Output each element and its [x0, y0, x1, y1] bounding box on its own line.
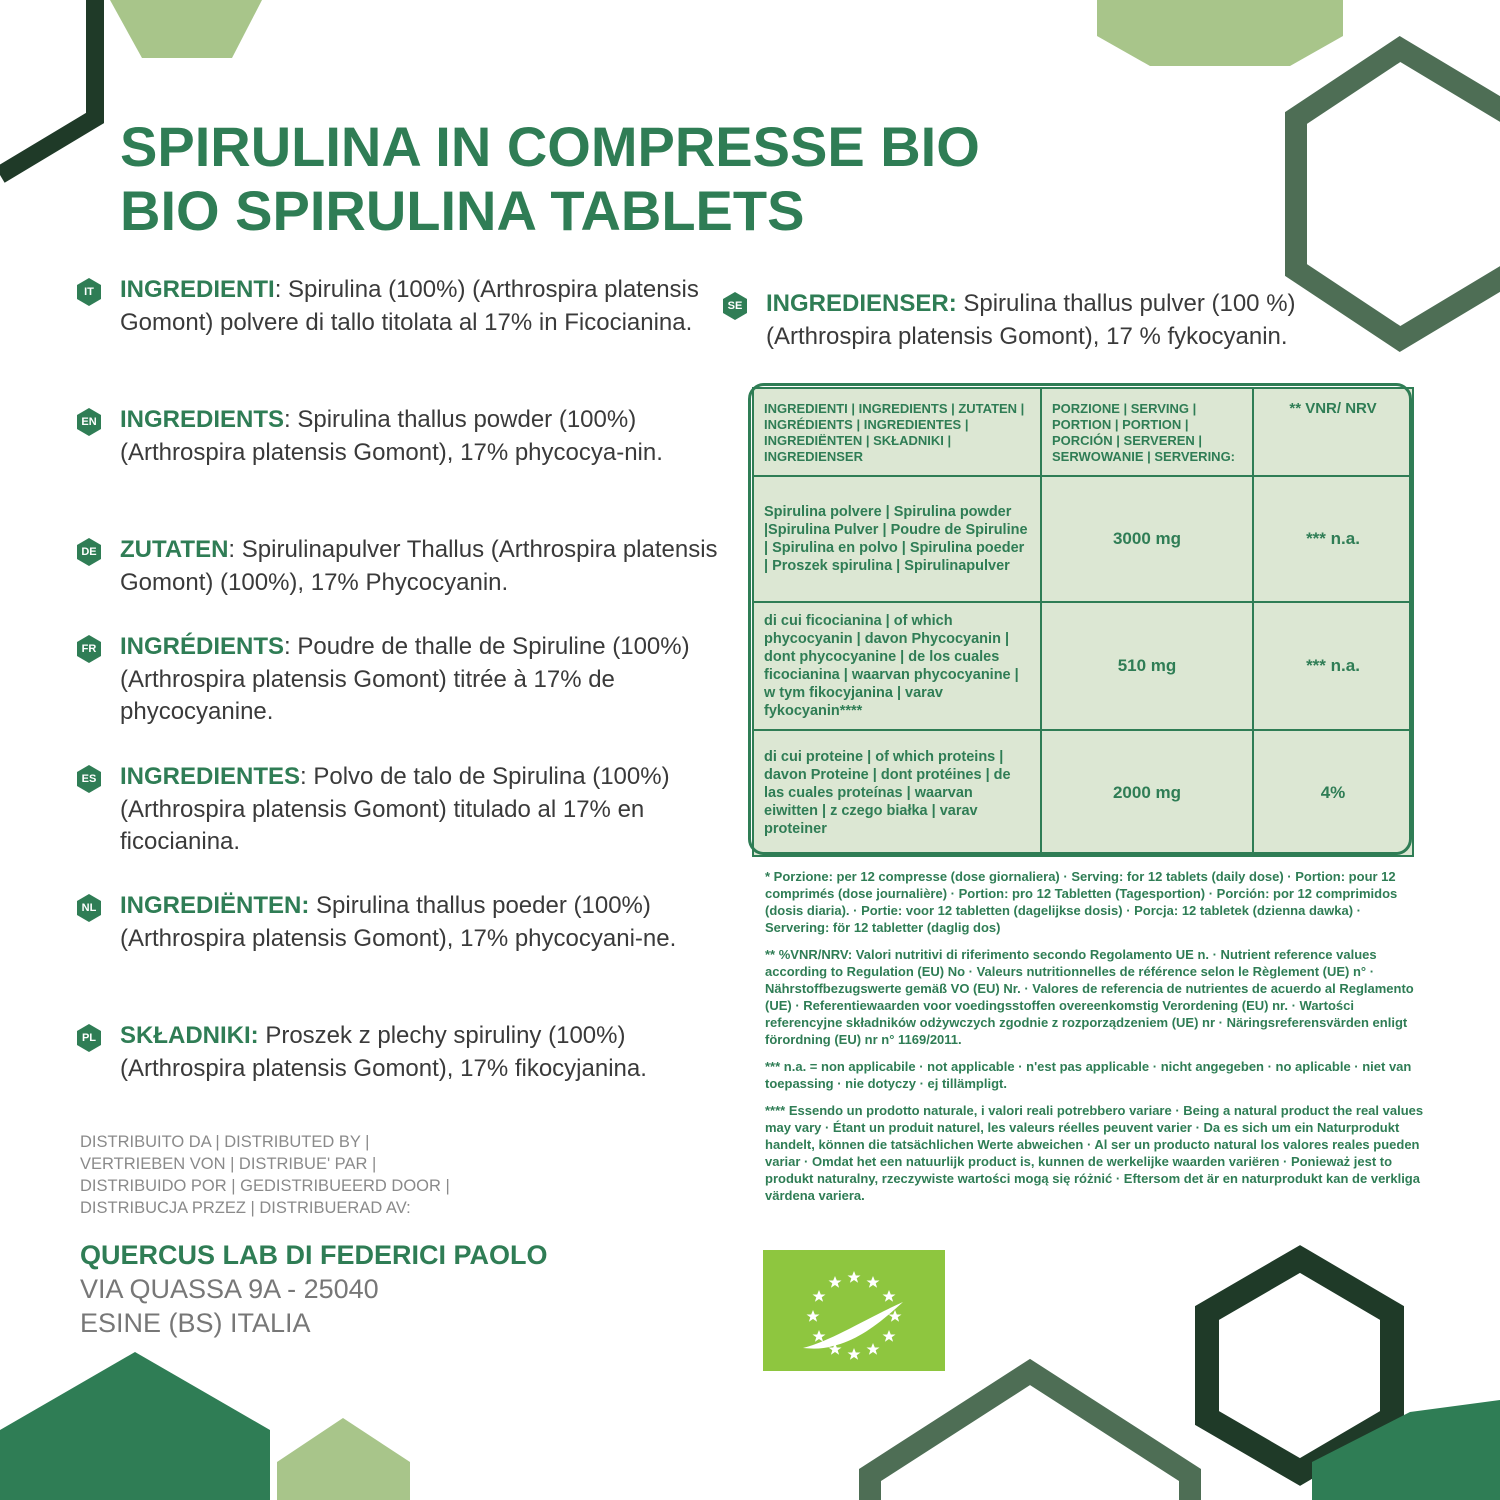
- table-row: [753, 476, 1413, 602]
- hexagon-bottom-right-green: [1312, 1400, 1500, 1500]
- footnotes: [765, 868, 1425, 1214]
- ingredients-label: ZUTATEN: [120, 536, 229, 563]
- table-header-nrv: ** VNR/ NRV: [1253, 388, 1413, 476]
- ingredients-text: Proszek z plechy spiruliny (100%) (Arthrospira platensis Gomont), 17% fikocyjanina.: [120, 1022, 647, 1082]
- table-cell-name: di cui ficocianina | of which phycocyanin | davon Phycocyanin | dont phycocyanine | de los cuales ficocianina | waarvan phycocyanine | w tym fikocyjanina | varav fykocyanin****: [753, 602, 1041, 730]
- ingredients-it: [120, 274, 720, 339]
- footnote-natural: **** Essendo un prodotto naturale, i valori reali potrebbero variare · Being a natural product the real values may vary · Étant un produit naturel, les valeurs réelles peuvent varier · Da es sich um ein Naturprodukt handelt, können die tatsächlichen Werte abweichen · Al ser un producto natural los valores reales pueden variar · Omdat het een natuurlijk product is, kunnen de werkelijke waarden variëren · Ponieważ jest to produkt naturalny, rzeczywiste wartości mogą się różnić · Eftersom det är en naturprodukt kan de verkliga värdena variera.: [765, 1103, 1424, 1203]
- company-name: QUERCUS LAB DI FEDERICI PAOLO: [80, 1240, 548, 1270]
- lang-badge-nl: NL: [75, 894, 103, 922]
- hexagon-outline-bottom-mid: [870, 1372, 1190, 1500]
- hexagon-outline-top-left-dark: [0, 0, 95, 175]
- ingredients-text: : Polvo de talo de Spirulina (100%) (Arthrospira platensis Gomont) titulado al 17% en ficocianina.: [120, 763, 670, 855]
- table-cell-nrv: *** n.a.: [1253, 602, 1413, 730]
- eu-organic-leaf-logo: [763, 1250, 945, 1371]
- table-header-serving: PORZIONE | SERVING | PORTION | PORTION | PORCIÓN | SERVEREN | SERWOWANIE | SERVERING:: [1041, 388, 1253, 476]
- ingredients-label: INGREDIENTES: [120, 763, 301, 790]
- ingredients-label: INGREDIENTS: [120, 406, 285, 433]
- table-cell-amount: 2000 mg: [1041, 730, 1253, 856]
- lang-badge-de: DE: [75, 538, 103, 566]
- table-row: [753, 730, 1413, 856]
- table-header-ingredients: INGREDIENTI | INGREDIENTS | ZUTATEN | INGRÉDIENTS | INGREDIENTES | INGREDIËNTEN | SKŁADNIKI | INGREDIENSER: [753, 388, 1041, 476]
- ingredients-text: Spirulina thallus pulver (100 %) (Arthrospira platensis Gomont), 17 % fykocyanin.: [766, 290, 1296, 350]
- lang-badge-fr: FR: [75, 635, 103, 663]
- hexagon-top-right-light: [1097, 0, 1343, 66]
- table-row: [753, 602, 1413, 730]
- ingredients-es: [120, 761, 720, 859]
- ingredients-text: : Spirulinapulver Thallus (Arthrospira platensis Gomont) (100%), 17% Phycocyanin.: [120, 536, 718, 596]
- company-address: [80, 1238, 548, 1340]
- table-header-row: [753, 388, 1413, 476]
- ingredients-se: [766, 288, 1406, 353]
- company-city: ESINE (BS) ITALIA: [80, 1308, 311, 1338]
- lang-badge-se: SE: [721, 292, 749, 320]
- ingredients-label: INGREDIENSER:: [766, 290, 957, 317]
- footnote-nrv: ** %VNR/NRV: Valori nutritivi di riferimento secondo Regolamento UE n. · Nutrient reference values according to Regulation (EU) No · Valeurs nutritionnelles de référence selon le Règlement (UE) n° · Nährstoffbezugswerte gemäß VO (EU) Nr. · Valores de referencia de nutrientes de acuerdo al Reglamento (UE) · Referentiewaarden voor voedingsstoffen overeenkomstig Verordening (EU) nr. · Wartości referencyjne składników odżywczych zgodnie z rozporządzeniem (UE) nr · Näringsreferensvärden enligt förordning (EU) nr n° 1169/2011.: [765, 947, 1414, 1047]
- table-cell-nrv: *** n.a.: [1253, 476, 1413, 602]
- ingredients-label: INGRÉDIENTS: [120, 633, 285, 660]
- ingredients-text: : Spirulina (100%) (Arthrospira platensis Gomont) polvere di tallo titolata al 17% in Ficocianina.: [120, 276, 699, 336]
- ingredients-fr: [120, 631, 720, 729]
- ingredients-label: SKŁADNIKI:: [120, 1022, 259, 1049]
- lang-badge-it: IT: [75, 278, 103, 306]
- ingredients-text: : Spirulina thallus powder (100%) (Arthrospira platensis Gomont), 17% phycocya-nin.: [120, 406, 663, 466]
- lang-badge-pl: PL: [75, 1024, 103, 1052]
- hexagon-top-left-light: [110, 0, 262, 58]
- footnote-serving: * Porzione: per 12 compresse (dose giornaliera) · Serving: for 12 tablets (daily dose) · Portion: pour 12 comprimés (dose journalière) · Portion: pro 12 Tabletten (Tagesportion) · Porción: por 12 comprimidos (dosis diaria). · Portie: voor 12 tabletten (dagelijkse dosis) · Porcja: 12 tabletek (dzienna dawka) · Servering: för 12 tabletter (daglig dos): [765, 869, 1398, 935]
- ingredients-en: [120, 404, 720, 469]
- ingredients-de: [120, 534, 720, 599]
- page-title: SPIRULINA IN COMPRESSE BIO: [120, 115, 980, 178]
- hexagon-bottom-left-green: [0, 1352, 270, 1500]
- distributed-by-label: DISTRIBUITO DA | DISTRIBUTED BY | VERTRIEBEN VON | DISTRIBUE' PAR | DISTRIBUIDO POR | GEDISTRIBUEERD DOOR | DISTRIBUCJA PRZEZ | DISTRIBUERAD AV:: [80, 1133, 450, 1217]
- ingredients-text: Spirulina thallus poeder (100%) (Arthrospira platensis Gomont), 17% phycocyani-ne.: [120, 892, 677, 952]
- eu-leaf-icon: [763, 1250, 945, 1371]
- table-cell-name: Spirulina polvere | Spirulina powder |Spirulina Pulver | Poudre de Spiruline | Spirulina en polvo | Spirulina poeder | Proszek spirulina | Spirulinapulver: [753, 476, 1041, 602]
- hexagon-bottom-left-light: [277, 1418, 410, 1500]
- table-cell-amount: 3000 mg: [1041, 476, 1253, 602]
- company-street: VIA QUASSA 9A - 25040: [80, 1274, 379, 1304]
- lang-badge-es: ES: [75, 765, 103, 793]
- nutrition-table: [752, 387, 1414, 857]
- table-cell-nrv: 4%: [1253, 730, 1413, 856]
- ingredients-text: : Poudre de thalle de Spiruline (100%) (Arthrospira platensis Gomont) titrée à 17% de phycocyanine.: [120, 633, 690, 725]
- table-cell-amount: 510 mg: [1041, 602, 1253, 730]
- ingredients-label: INGREDIËNTEN:: [120, 892, 310, 919]
- ingredients-label: INGREDIENTI: [120, 276, 275, 303]
- lang-badge-en: EN: [75, 408, 103, 436]
- table-cell-name: di cui proteine | of which proteins | davon Proteine | dont protéines | de las cuales proteínas | waarvan eiwitten | z czego białka | varav proteiner: [753, 730, 1041, 856]
- ingredients-nl: [120, 890, 720, 955]
- footnote-na: *** n.a. = non applicabile · not applicable · n'est pas applicable · nicht angegeben · no aplicable · niet van toepassing · nie dotyczy · ej tillämpligt.: [765, 1059, 1412, 1091]
- ingredients-pl: [120, 1020, 720, 1085]
- page-subtitle: BIO SPIRULINA TABLETS: [120, 179, 805, 242]
